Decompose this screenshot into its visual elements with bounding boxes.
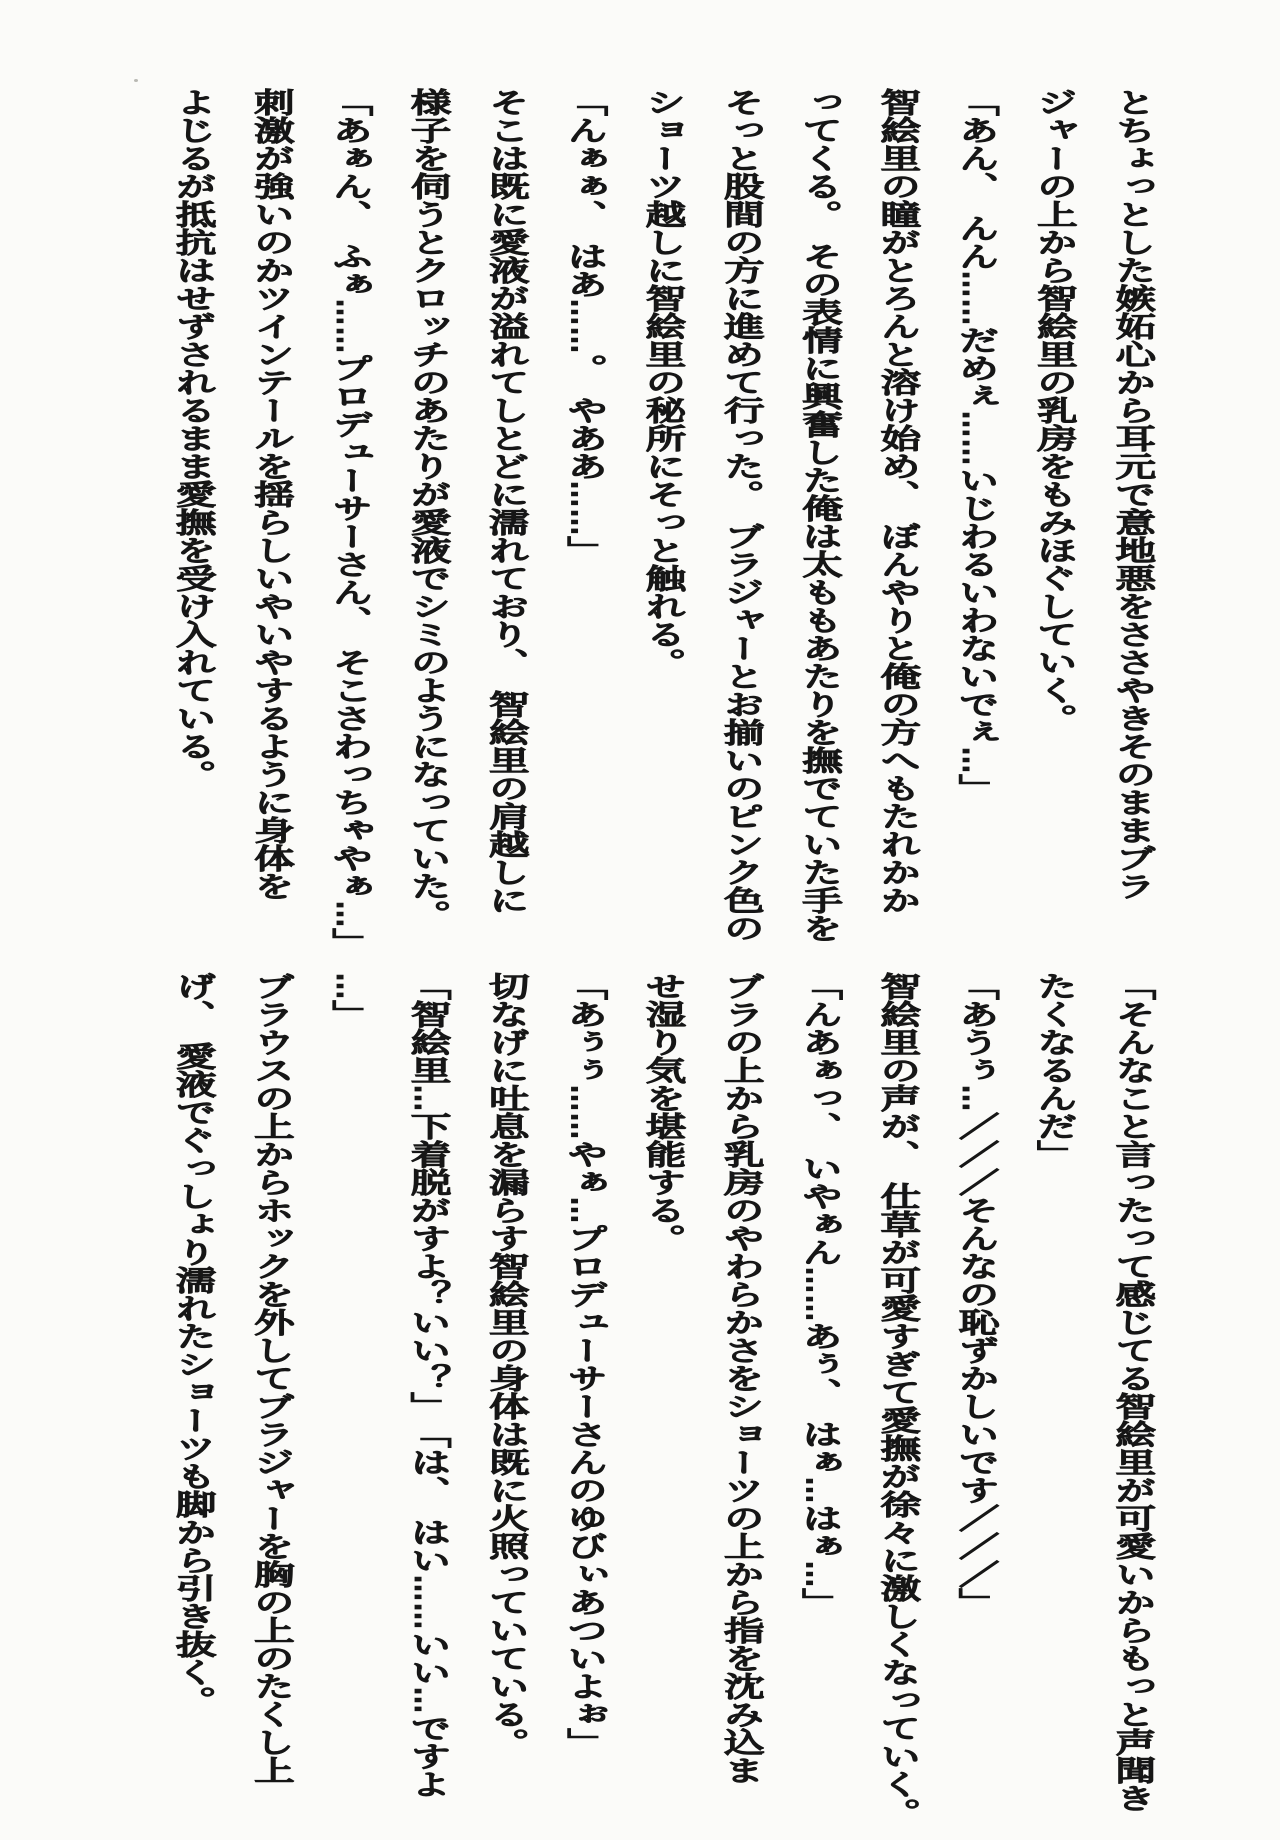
text-column: 切なげに吐息を漏らす智絵里の身体は既に火照っていている。 xyxy=(484,972,530,1756)
scan-speck xyxy=(134,79,138,82)
upper-text-tier xyxy=(154,88,1172,956)
text-column: ジャーの上から智絵里の乳房をもみほぐしていく。 xyxy=(1032,88,1078,732)
text-column: 「んぁぁ、 はあ……。 やああ……」 xyxy=(563,88,608,564)
text-column: ってくる。 その表情に興奮した俺は太ももあたりを撫でていた手を xyxy=(797,88,843,942)
text-column: 智絵里の声が、 仕草が可愛すぎて愛撫が徐々に激しくなっていく。 xyxy=(876,972,922,1826)
text-column: とちょっとした嫉妬心から耳元で意地悪をささやきそのままブラ xyxy=(1111,88,1157,900)
text-column: 「あぁん、 ふぁ……プロデューサーさん、 そこさわっちゃやぁ…」 xyxy=(328,88,374,956)
text-column: たくなるんだ」 xyxy=(1032,972,1078,1168)
text-column: …」 xyxy=(328,972,374,1028)
lower-text-tier xyxy=(154,972,1172,1826)
text-column: 「智絵里…下着脱がすよ？いい？」 「は、 はい……いい…ですよ xyxy=(406,972,452,1798)
text-column: せ湿り気を堪能する。 xyxy=(641,972,687,1252)
text-column: げ、 愛液でぐっしょり濡れたショーツも脚から引き抜く。 xyxy=(171,972,217,1714)
text-column: ブラウスの上からホックを外してブラジャーを胸の上のたくし上 xyxy=(249,972,295,1784)
text-column: 刺激が強いのかツインテールを揺らしいやいやするように身体を xyxy=(249,88,295,900)
text-column: ショーツ越しに智絵里の秘所にそっと触れる。 xyxy=(641,88,687,676)
text-column: 「あぅぅ……やぁ…プロデューサーさんのゆびぃあついよぉ」 xyxy=(563,972,608,1756)
text-column: 智絵里の瞳がとろんと溶け始め、 ぼんやりと俺の方へもたれかか xyxy=(876,88,922,914)
text-column: 「あん、 んん……だめぇ……いじわるいわないでぇ…」 xyxy=(954,88,1000,802)
text-column: 「あうぅ…／／／そんなの恥ずかしいです／／／」 xyxy=(954,972,1000,1616)
text-column: そこは既に愛液が溢れてしとどに濡れており、 智絵里の肩越しに xyxy=(484,88,530,914)
text-column: 「そんなこと言ったって感じてる智絵里が可愛いからもっと声聞き xyxy=(1111,972,1157,1812)
text-column: ブラの上から乳房のやわらかさをショーツの上から指を沈み込ま xyxy=(719,972,765,1784)
text-column: 「んあぁっ、 いやぁん……あぅ、 はぁ…はぁ…」 xyxy=(797,972,843,1616)
text-column: 様子を伺うとクロッチのあたりが愛液でシミのようになっていた。 xyxy=(406,88,452,928)
text-column: そっと股間の方に進めて行った。 ブラジャーとお揃いのピンク色の xyxy=(719,88,765,942)
text-column: よじるが抵抗はせずされるまま愛撫を受け入れている。 xyxy=(171,88,217,788)
